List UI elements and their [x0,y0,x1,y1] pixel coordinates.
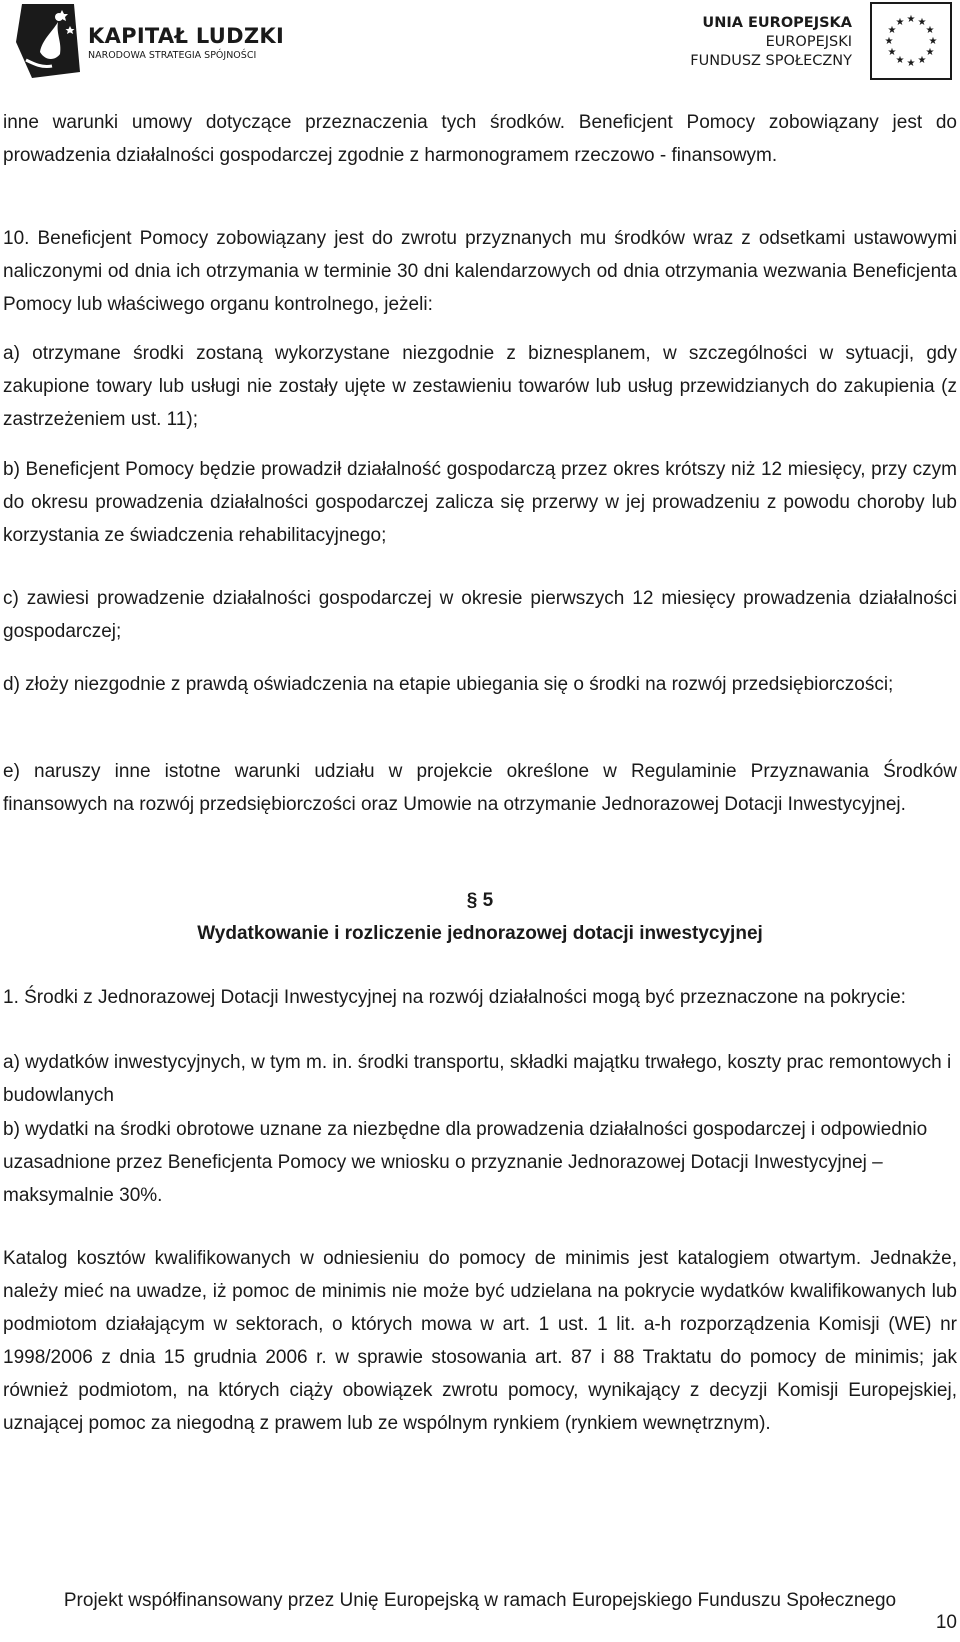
page-number: 10 [935,1612,957,1633]
svg-text:★: ★ [906,58,916,69]
eu-line-2: EUROPEJSKI [765,34,852,50]
svg-text:★: ★ [884,36,894,47]
svg-text:★: ★ [925,25,935,36]
section-paragraph-1: 1. Środki z Jednorazowej Dotacji Inwestycyjnej na rozwój działalności mogą być przeznaczone na pokrycie: [3,987,906,1008]
svg-text:★: ★ [925,47,935,58]
section-item-b: b) wydatki na środki obrotowe uznane za niezbędne dla prowadzenia działalności gospodarczej i odpowiednio uzasadnione przez Beneficjenta Pomocy we wniosku o przyznanie Jednorazowej Dotacji Inwestycyjnej – maksymalnie 30%. [3,1119,928,1206]
page-header [0,0,960,90]
svg-text:★: ★ [895,55,905,66]
section-number: § 5 [466,890,494,911]
catalog-paragraph: Katalog kosztów kwalifikowanych w odniesieniu do pomocy de minimis jest katalogiem otwartym. Jednakże, należy mieć na uwadze, iż pomoc de minimis nie może być udzielana na pokrycie wydatków kwalifikowanych lub podmiotom działającym w sektorach, o których mowa w art. 1 ust. 1 lit. a-h rozporządzenia Komisji (WE) nr 1998/2006 z dnia 15 grudnia 2006 r. w sprawie stosowania art. 87 i 88 Traktatu do pomocy de minimis; jak również podmiotom, na których ciąży obowiązek zwrotu pomocy, wynikający z decyzji Komisji Europejskiej, uznającej pomoc za niegodną z prawem lub ze wspólnym rynkiem (rynkiem wewnętrznym). [3,1248,957,1434]
eu-line-3: FUNDUSZ SPOŁECZNY [690,53,852,69]
list-item-a: a) otrzymane środki zostaną wykorzystane niezgodnie z biznesplanem, w szczególności w sytuacji, gdy zakupione towary lub usługi nie zostały ujęte w zestawieniu towarów lub usług przewidzianych do zakupienia (z zastrzeżeniem ust. 11); [3,343,957,430]
list-item-b: b) Beneficjent Pomocy będzie prowadził działalność gospodarczą przez okres krótszy niż 12 miesięcy, przy czym do okresu prowadzenia działalności gospodarczej zalicza się przerwy w jej prowadzeniu z powodu choroby lub korzystania ze świadczenia rehabilitacyjnego; [3,459,957,546]
kapital-ludzki-emblem-icon [12,2,84,80]
list-item-c: c) zawiesi prowadzenie działalności gospodarczej w okresie pierwszych 12 miesięcy prowadzenia działalności gospodarczej; [3,588,957,642]
eu-flag-icon [870,2,952,80]
kapital-ludzki-logo [12,2,285,80]
svg-text:★: ★ [917,17,927,28]
section-title: Wydatkowanie i rozliczenie jednorazowej dotacji inwestycyjnej [197,923,763,944]
svg-text:★: ★ [887,47,897,58]
kapital-ludzki-title: KAPITAŁ LUDZKI [88,24,285,48]
footer-text: Projekt współfinansowany przez Unię Europejską w ramach Europejskiego Funduszu Społecznego [63,1590,897,1611]
svg-text:★: ★ [887,25,897,36]
kapital-ludzki-subtitle: NARODOWA STRATEGIA SPÓJNOŚCI [88,50,257,61]
paragraph-continuation: inne warunki umowy dotyczące przeznaczenia tych środków. Beneficjent Pomocy zobowiązany jest do prowadzenia działalności gospodarczej zgodnie z harmonogramem rzeczowo - finansowym. [3,112,957,166]
svg-text:★: ★ [928,36,938,47]
section-item-a: a) wydatków inwestycyjnych, w tym m. in. środki transportu, składki majątku trwałego, koszty prac remontowych i budowlanych [3,1052,952,1106]
eu-logo [652,2,952,80]
svg-text:★: ★ [906,14,916,25]
eu-logo-text [690,14,852,71]
list-item-e: e) naruszy inne istotne warunki udziału w projekcie określone w Regulaminie Przyznawania Środków finansowych na rozwój przedsiębiorczości oraz Umowie na otrzymanie Jednorazowej Dotacji Inwestycyjnej. [3,761,957,815]
svg-text:★: ★ [917,55,927,66]
svg-text:★: ★ [895,17,905,28]
eu-line-1: UNIA EUROPEJSKA [702,15,852,31]
paragraph-10: 10. Beneficjent Pomocy zobowiązany jest do zwrotu przyznanych mu środków wraz z odsetkami ustawowymi naliczonymi od dnia ich otrzymania w terminie 30 dni kalendarzowych od dnia otrzymania wezwania Beneficjenta Pomocy lub właściwego organu kontrolnego, jeżeli: [3,228,957,315]
list-item-d: d) złoży niezgodnie z prawdą oświadczenia na etapie ubiegania się o środki na rozwój przedsiębiorczości; [3,674,894,695]
